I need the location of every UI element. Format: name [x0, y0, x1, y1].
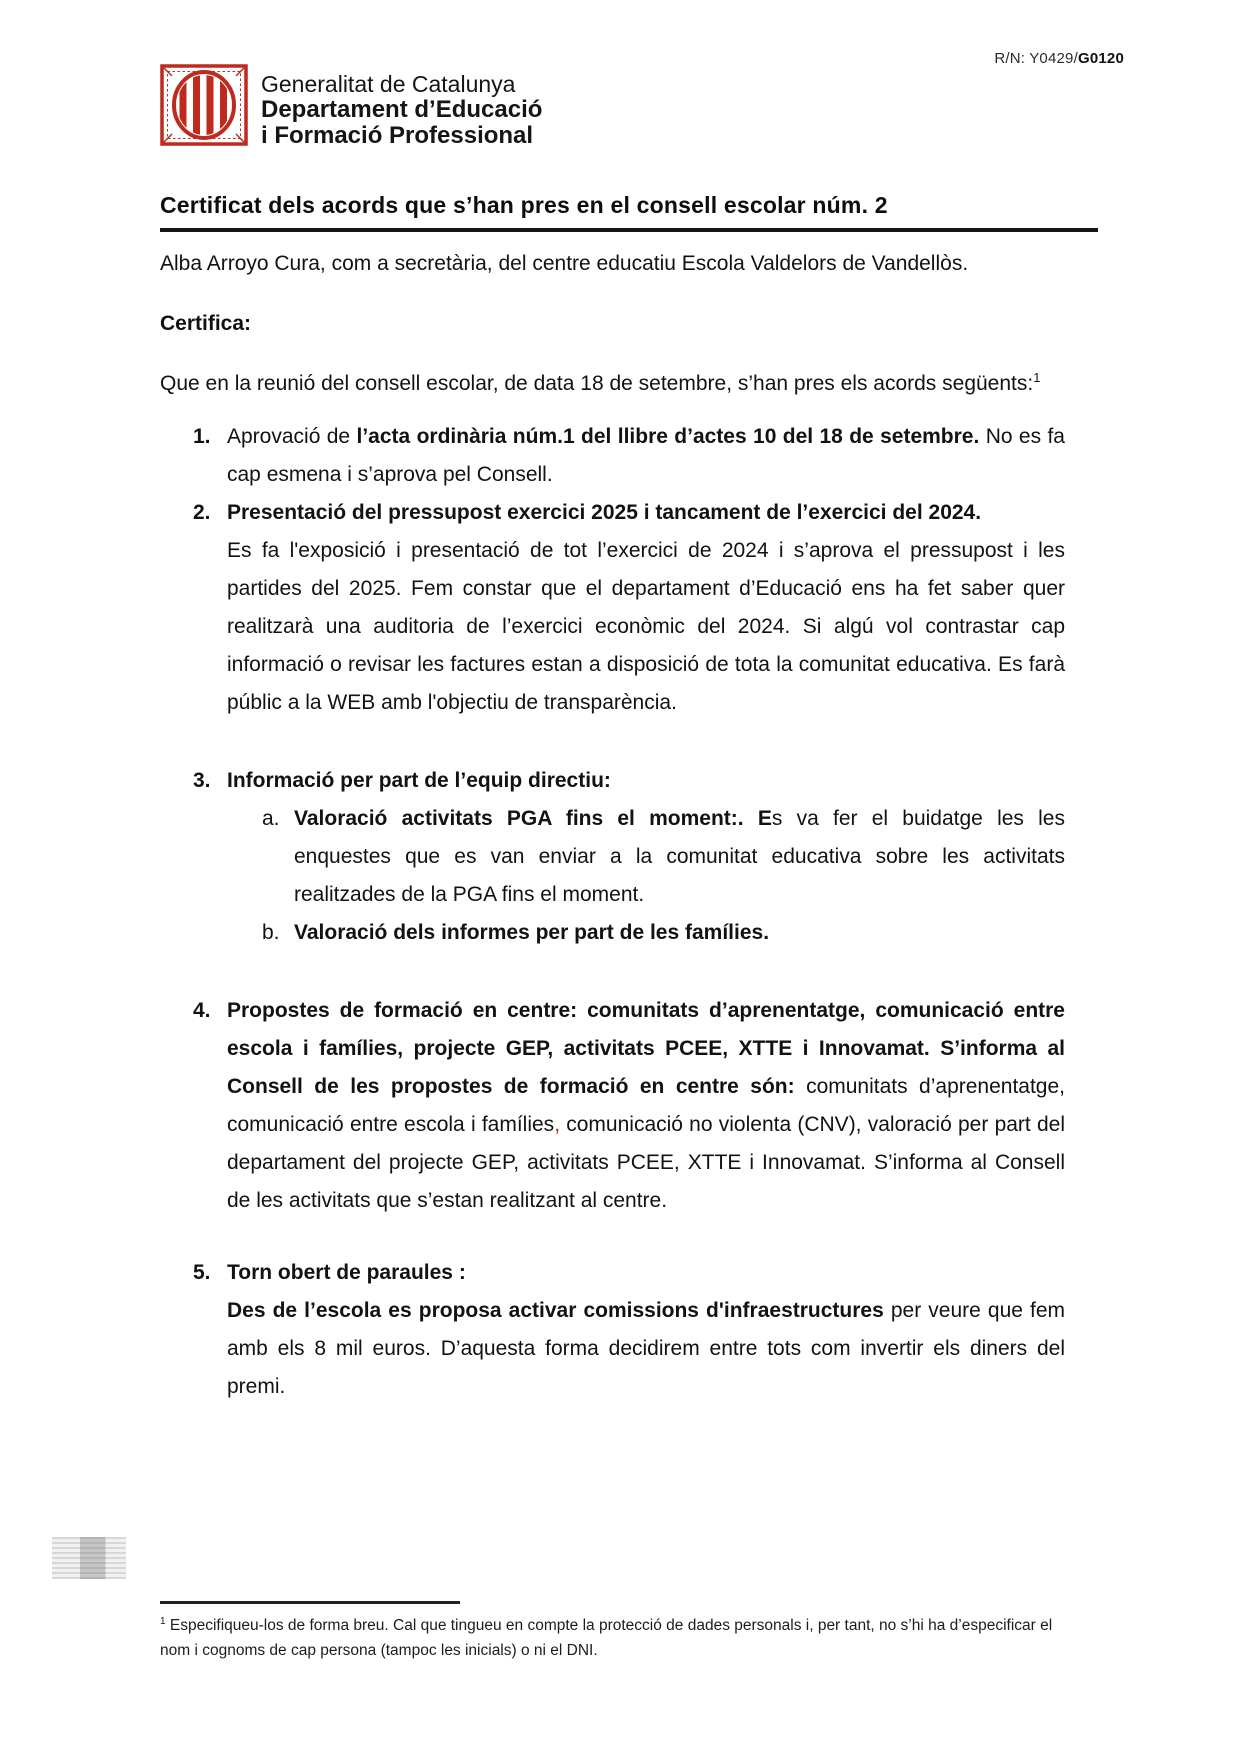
- text-segment: Valoració activitats PGA fins el moment:. E: [294, 807, 772, 830]
- list-item: [160, 992, 1065, 1220]
- item-paragraph: [227, 992, 1065, 1220]
- logo-line-3: i Formació Professional: [261, 122, 534, 149]
- list-item: [160, 418, 1065, 494]
- text-segment: Torn obert de paraules :: [227, 1261, 466, 1284]
- sub-item-letter: b.: [262, 921, 280, 944]
- scan-artifact: [52, 1537, 126, 1579]
- intro-paragraph: Alba Arroyo Cura, com a secretària, del centre educatiu Escola Valdelors de Vandellòs.: [160, 252, 969, 275]
- text-segment: No es fa cap esmena i s’aprova pel Consell.: [227, 425, 1065, 486]
- item-content: [227, 418, 1065, 494]
- item-paragraph: [227, 762, 1065, 800]
- title-underline: [160, 228, 1098, 232]
- item-content: [227, 762, 1065, 952]
- item-paragraph: [227, 494, 1065, 532]
- footnote-marker: 1: [160, 1615, 166, 1627]
- list-item: [160, 1254, 1065, 1406]
- text-segment: comunicació no violenta (CNV), valoració per part del departament del projecte GEP, activitats PCEE, XTTE i Innovamat. S’informa al Consell de les activitats que s’estan realitzant al centre.: [227, 1113, 1065, 1212]
- item-paragraph: [227, 1254, 1065, 1292]
- text-segment: Es fa l'exposició i presentació de tot l’exercici de 2024 i s’aprova el pressupost i les partides del 2025. Fem constar que el departament d’Educació ens ha fet saber quer realitzarà una auditoria de l’exercici econòmic del 2024. Si algú vol contrastar cap informació o revisar les factures estan a disposició de tota la comunitat educativa. Es farà públic a la WEB amb l'objectiu de transparència.: [227, 539, 1065, 714]
- lead-paragraph: [160, 365, 1065, 403]
- sub-item-paragraph: [294, 914, 1065, 952]
- item-number: 5.: [193, 1261, 211, 1284]
- sub-item-paragraph: [294, 800, 1065, 914]
- text-segment: per veure que fem amb els 8 mil euros. D’aquesta forma decidirem entre tots com invertir els diners del premi.: [227, 1299, 1066, 1398]
- text-segment: Valoració dels informes per part de les famílies.: [294, 921, 770, 944]
- text-segment: Aprovació de: [227, 425, 357, 448]
- text-segment: Informació per part de l’equip directiu:: [227, 769, 611, 792]
- item-paragraph: [227, 532, 1065, 722]
- item-number: 2.: [193, 501, 211, 524]
- agreements-list: [160, 418, 1065, 1406]
- ref-code: G0120: [1077, 50, 1124, 67]
- item-content: [227, 494, 1065, 722]
- footnote-body: Especifiqueu-los de forma breu. Cal que tingueu en compte la protecció de dades personals i, per tant, no s’hi ha d’especificar el nom i cognoms de cap persona (tampoc les inicials) o ni el DNI.: [160, 1617, 1053, 1659]
- item-paragraph: [227, 418, 1065, 494]
- item-content: [227, 1254, 1065, 1406]
- document-body: [160, 192, 1065, 1406]
- list-item: [160, 494, 1065, 722]
- footnote-separator: [160, 1601, 460, 1604]
- generalitat-logo: [160, 64, 542, 149]
- footnote: [160, 1601, 1065, 1663]
- item-content: [227, 992, 1065, 1220]
- text-segment: Propostes de formació en centre: comunitats d’aprenentatge, comunicació entre escola i famílies, projecte GEP, activitats PCEE, XTTE i Innovamat. S’informa al Consell de les propostes de formació en centre són:: [227, 999, 1065, 1098]
- item-paragraph: [227, 1292, 1065, 1406]
- certify-heading: Certifica:: [160, 312, 252, 335]
- list-item: [160, 762, 1065, 952]
- text-segment: 1: [1033, 370, 1041, 385]
- text-segment: Des de l’escola es proposa activar comissions d'infraestructures: [227, 1299, 884, 1322]
- text-segment: Presentació del pressupost exercici 2025 i tancament de l’exercici del 2024.: [227, 501, 982, 524]
- logo-line-1: Generalitat de Catalunya: [261, 71, 516, 97]
- text-segment: s va fer el buidatge les les enquestes que es van enviar a la comunitat educativa sobre les activitats realitzades de la PGA fins el moment.: [294, 807, 1065, 906]
- item-number: 4.: [193, 999, 211, 1022]
- sub-item: [262, 914, 1065, 952]
- sub-item: [262, 800, 1065, 914]
- page-title: Certificat dels acords que s’han pres en el consell escolar núm. 2: [160, 192, 888, 218]
- generalitat-emblem-icon: [160, 64, 248, 146]
- footnote-text: [160, 1613, 1065, 1663]
- item-number: 3.: [193, 769, 211, 792]
- text-segment: ,: [554, 1113, 561, 1136]
- ref-label: R/N: Y0429/: [994, 50, 1078, 67]
- text-segment: l’acta ordinària núm.1 del llibre d’actes 10 del 18 de setembre.: [356, 425, 980, 448]
- logo-line-2: Departament d’Educació: [261, 96, 543, 123]
- reference-number: [994, 50, 1124, 67]
- text-segment: comunitats d’aprenentatge, comunicació entre escola i famílies: [227, 1075, 1065, 1136]
- logo-text: [261, 64, 542, 149]
- sub-item-letter: a.: [262, 807, 280, 830]
- item-number: 1.: [193, 425, 211, 448]
- text-segment: Que en la reunió del consell escolar, de data 18 de setembre, s’han pres els acords següents:: [160, 372, 1034, 395]
